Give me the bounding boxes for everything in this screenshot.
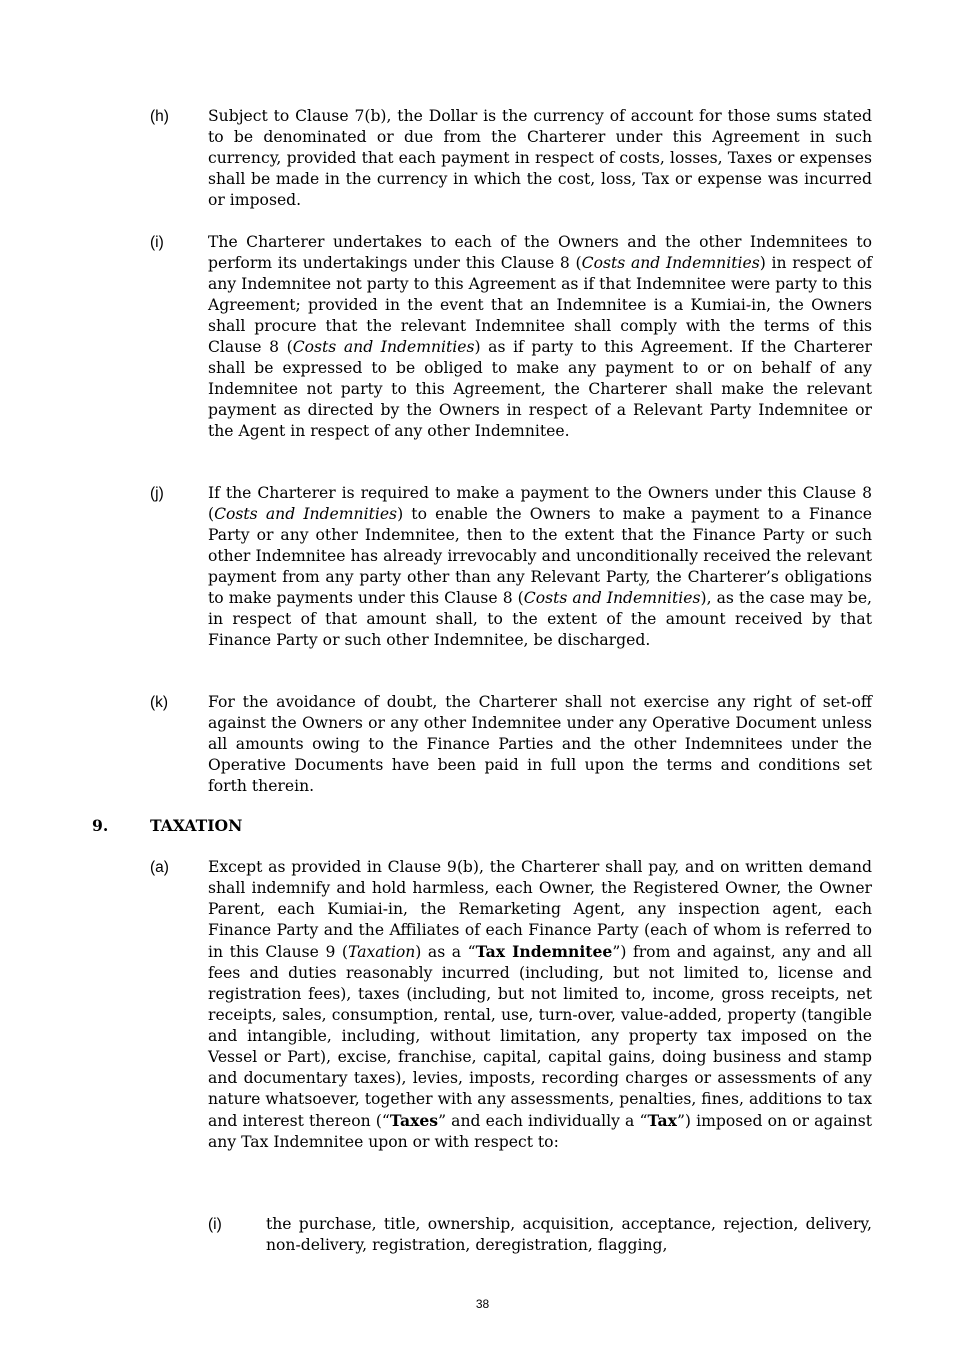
text-run: ) to enable the Owners to make a payment to a Finance Party or any other Indemnitee, then to the extent that the Finance Party or such other Indemnitee has already irrevocably and unconditionally received the relevant payment from any party other than any Relevant Party, the Charterer’s obligations to make payments under this Clause 8 ( <box>208 505 873 607</box>
text-run: ) as if party to this Agreement. If the Charterer shall be expressed to be obliged to make any payment to or on behalf of any Indemnitee not party to this Agreement, the Charterer shall make the relevant payment as directed by the Owners in respect of a Relevant Party Indemnitee or the Agent in respect of any other Indemnitee. <box>208 338 872 440</box>
clause-marker: (h) <box>150 108 169 125</box>
clause-text <box>208 857 872 1153</box>
clause-marker: (j) <box>150 485 164 502</box>
italic-run: Costs and Indemnities <box>581 254 760 272</box>
clause-text <box>208 106 872 211</box>
text-run: ) in respect of any Indemnitee not party to this Agreement as if that Indemnitee were party to this Agreement; provided in the event that an Indemnitee is a Kumiai-in, the Owners shall procure that the relevant Indemnitee shall comply with the terms of this Clause 8 ( <box>208 254 873 356</box>
clause-text <box>208 692 872 797</box>
bold-run: Taxes <box>389 1111 439 1130</box>
text-run: ”) imposed on or against any Tax Indemnitee upon or with respect to: <box>208 1112 872 1151</box>
text-run: ), as the case may be, in respect of that amount shall, to the extent of the amount received by that Finance Party or such other Indemnitee, be discharged. <box>208 589 873 649</box>
clause-text: the purchase, title, ownership, acquisition, acceptance, rejection, delivery, non-delivery, registration, deregistration, flagging, <box>266 1215 872 1254</box>
text-run: Except as provided in Clause 9(b), the Charterer shall pay, and on written demand shall indemnify and hold harmless, each Owner, the Registered Owner, the Owner Parent, each Kumiai-in, the Remarketing Agent, any inspection agent, each Finance Party and the Affiliates of each Finance Party (each of whom is referred to in this Clause 9 ( <box>208 858 872 961</box>
clause-marker: (a) <box>150 859 169 876</box>
text-run: If the Charterer is required to make a payment to the Owners under this Clause 8 ( <box>208 484 872 523</box>
page-number: 38 <box>475 1297 490 1311</box>
text-run: ” and each individually a “ <box>438 1112 648 1130</box>
italic-run: Costs and Indemnities <box>523 589 701 607</box>
text-run: Subject to Clause 7(b), the Dollar is the currency of account for those sums stated to be denominated or due from the Charterer under this Agreement in such currency, provided that each payment in respect of costs, losses, Taxes or expenses shall be made in the currency in which the cost, loss, Tax or expense was incurred or imposed. <box>208 107 872 209</box>
clause-marker: (i) <box>208 1216 222 1233</box>
bold-run: Tax Indemnitee <box>475 942 613 961</box>
italic-run: Taxation <box>348 943 416 961</box>
italic-run: Costs and Indemnities <box>214 505 398 523</box>
text-run: ”) from and against, any and all fees and duties reasonably incurred (including, but not limited to, license and registration fees), taxes (including, but not limited to, income, gross receipts, net receipts, sales, consumption, rental, use, turn-over, value-added, property (tangible and intangible, including, without limitation, any property tax imposed on the Vessel or Part), excise, franchise, capital, capital gains, doing business and stamp and documentary taxes), levies, imposts, recording charges or assessments of any nature whatsoever, together with any assessments, penalties, fines, additions to tax and interest thereon (“ <box>208 943 872 1130</box>
clause-marker: (i) <box>150 234 164 251</box>
clause-text <box>208 232 872 442</box>
clause-marker: (k) <box>150 694 169 711</box>
italic-run: Costs and Indemnities <box>292 338 475 356</box>
bold-run: Tax <box>647 1111 677 1130</box>
text-run: ) as a “ <box>415 943 476 961</box>
text-run: The Charterer undertakes to each of the Owners and the other Indemnitees to perform its undertakings under this Clause 8 ( <box>208 233 872 272</box>
section-title: TAXATION <box>150 816 243 835</box>
section-number: 9. <box>92 816 109 835</box>
text-run: For the avoidance of doubt, the Charterer shall not exercise any right of set-off against the Owners or any other Indemnitee under any Operative Document unless all amounts owing to the Finance Parties and the other Indemnitees under the Operative Documents have been paid in full upon the terms and conditions set forth therein. <box>208 693 872 795</box>
clause-text <box>208 483 872 651</box>
